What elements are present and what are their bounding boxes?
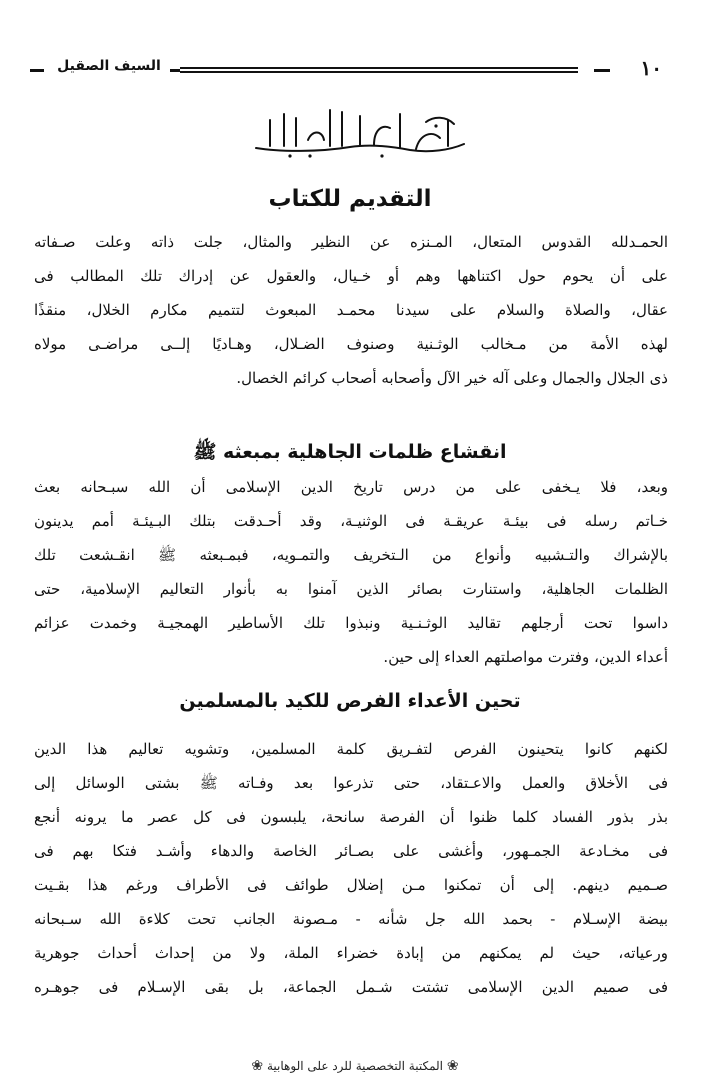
page-title: التقديم للكتاب [268,186,432,212]
text-line: فى مخـادعة الجمـهور، وأغشى على بصـائر الخاصة والدهاء وأشـد فتكا بهم فى [34,842,668,860]
text-line: لكنهم كانوا يتحينون الفرص لتفـريق كلمة المسلمين، وتشويه تعاليم هذا الدين [34,740,668,758]
header-rule [180,67,578,73]
text-line: وبعد، فلا يـخفى على من درس تاريخ الدين الإسلامى أن الله سبـحانه بعث [34,478,668,496]
text-line: ورعياته، حيث لم يمكنهم من إبادة خضراء الملة، ولا من إحداث أحداث جوهرية [34,944,668,962]
text-line: الظلمات الجاهلية، واستنارت بصائر الذين آمنوا به بأنوار التعاليم الإسلامية، حتى [34,580,668,598]
text-line: فى صميم الدين الإسلامى تشتت شـمل الجماعة، بل بقى الإسـلام فى جوهـره [34,978,668,996]
ornament-icon: ❀ [251,1058,264,1074]
basmala-calligraphy [250,100,470,160]
section-heading: تحين الأعداء الفرص للكيد بالمسلمين [179,690,521,712]
text-line: بذر بذور الفساد كلما ظنوا أن الفرصة سانحة، يلبسون فى كل عصر ما يرونه أنجع [34,808,668,826]
header-dash-right [594,69,610,72]
footer-text: المكتبة التخصصية للرد على الوهابية [266,1059,443,1073]
text-line: فى الأخلاق والعمل والاعـتقاد، حتى تذرعوا بعد وفـاته ﷺ بشتى الوسائل إلى [34,774,668,792]
header-dash-left [30,69,44,72]
running-header [30,56,670,82]
header-dash-middle [170,69,180,72]
text-line: خـاتم رسله فى بيئـة عريقـة فى الوثنيـة، وقد أحـدقت بتلك البـيئـة أمم يدينون [34,512,668,530]
footer-stamp [210,1058,500,1082]
text-line: ذى الجلال والجمال وعلى آله خير الآل وأصحابه أصحاب كرائم الخصال. [236,369,668,387]
section-paragraph [34,470,668,674]
ornament-icon: ❀ [446,1058,459,1074]
text-line: لهذه الأمة من مـخالب الوثـنية وصنوف الضـلال، وهـاديًا إلــى مراضـى مولاه [34,335,668,353]
text-line: عقال، والصلاة والسلام على سيدنا محمـد المبعوث لتتميم مكارم الخلال، منقذًا [34,301,668,319]
page-number: ١٠ [633,56,670,80]
section-heading: انقشاع ظلمات الجاهلية بمبعثه ﷺ [193,441,507,463]
text-line: بالإشراك والتـشبيه وأنواع من الـتخريف والتمـويه، فبمـبعثه ﷺ انقـشعت تلك [34,546,668,564]
text-line: بيضة الإسـلام - بحمد الله جل شأنه - مـصونة الجانب تحت كلاءة الله سـبحانه [34,910,668,928]
book-title: السيف الصقيل [57,58,161,74]
text-line: الحمـدلله القدوس المتعال، المـنزه عن النظير والمثال، جلت ذاته وعلت صـفاته [34,233,668,251]
text-line: على أن يحوم حول اكتناهها وهم أو خـيال، والعقول عن إدراك تلك المطالب فى [34,267,668,285]
text-line: أعداء الدين، وفترت مواصلتهم العداء إلى حين. [383,648,668,666]
text-line: صـميم دينهم. إلى أن تمكنوا مـن إضلال طوائف فى الأطراف ورغم هذا بقـيت [34,876,668,894]
intro-paragraph [34,225,668,395]
section-paragraph [34,732,668,1004]
text-line: داسوا تحت أرجلهم تقاليد الوثـنـية ونبذوا تلك الأساطير الهمجيـة وخمدت عزائم [34,614,668,632]
